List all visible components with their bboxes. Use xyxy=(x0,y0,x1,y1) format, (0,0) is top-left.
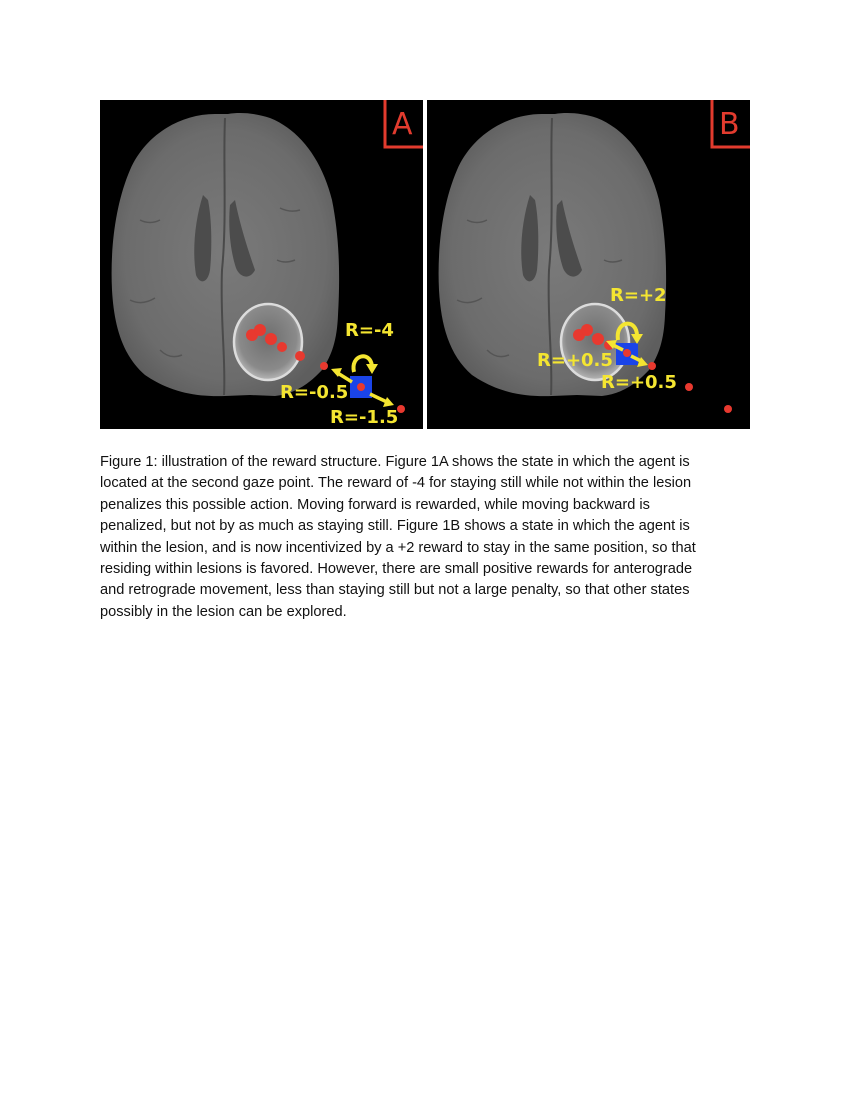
panel-label-b: B xyxy=(719,107,740,142)
brain-mri-image-b xyxy=(427,100,750,429)
caption-line: within the lesion, and is now incentivized by a +2 reward to stay in the same position, so that xyxy=(100,539,696,556)
reward-forward-label-b: R=+0.5 xyxy=(601,372,677,393)
reward-stay-label-a: R=-4 xyxy=(345,320,394,341)
caption-line: and retrograde movement, less than staying still but not a large penalty, so that other states xyxy=(100,582,690,599)
figure-1 xyxy=(100,100,750,429)
caption-line: Figure 1: illustration of the reward structure. Figure 1A shows the state in which the agent is xyxy=(100,454,690,470)
caption-line: residing within lesions is favored. However, there are small positive rewards for anterograde xyxy=(100,561,693,578)
caption-line: penalized, but not by as much as staying still. Figure 1B shows a state in which the agent is xyxy=(100,518,690,535)
reward-forward-label-a: R=-1.5 xyxy=(330,407,399,428)
reward-backward-label-a: R=-0.5 xyxy=(280,382,349,403)
reward-stay-label-b: R=+2 xyxy=(610,285,667,306)
figure-caption xyxy=(100,452,760,623)
brain-mri-image-a xyxy=(100,100,423,429)
panel-label-a: A xyxy=(392,107,413,142)
panel-a xyxy=(100,100,423,429)
forward-arrow-icon xyxy=(370,394,387,402)
caption-line: located at the second gaze point. The reward of -4 for staying still while not within the lesion xyxy=(100,475,692,492)
caption-line: penalizes this possible action. Moving forward is rewarded, while moving backward is xyxy=(100,496,650,513)
reward-backward-label-b: R=+0.5 xyxy=(537,350,613,371)
panel-b xyxy=(427,100,750,429)
caption-line: possibly in the lesion can be explored. xyxy=(100,603,347,620)
